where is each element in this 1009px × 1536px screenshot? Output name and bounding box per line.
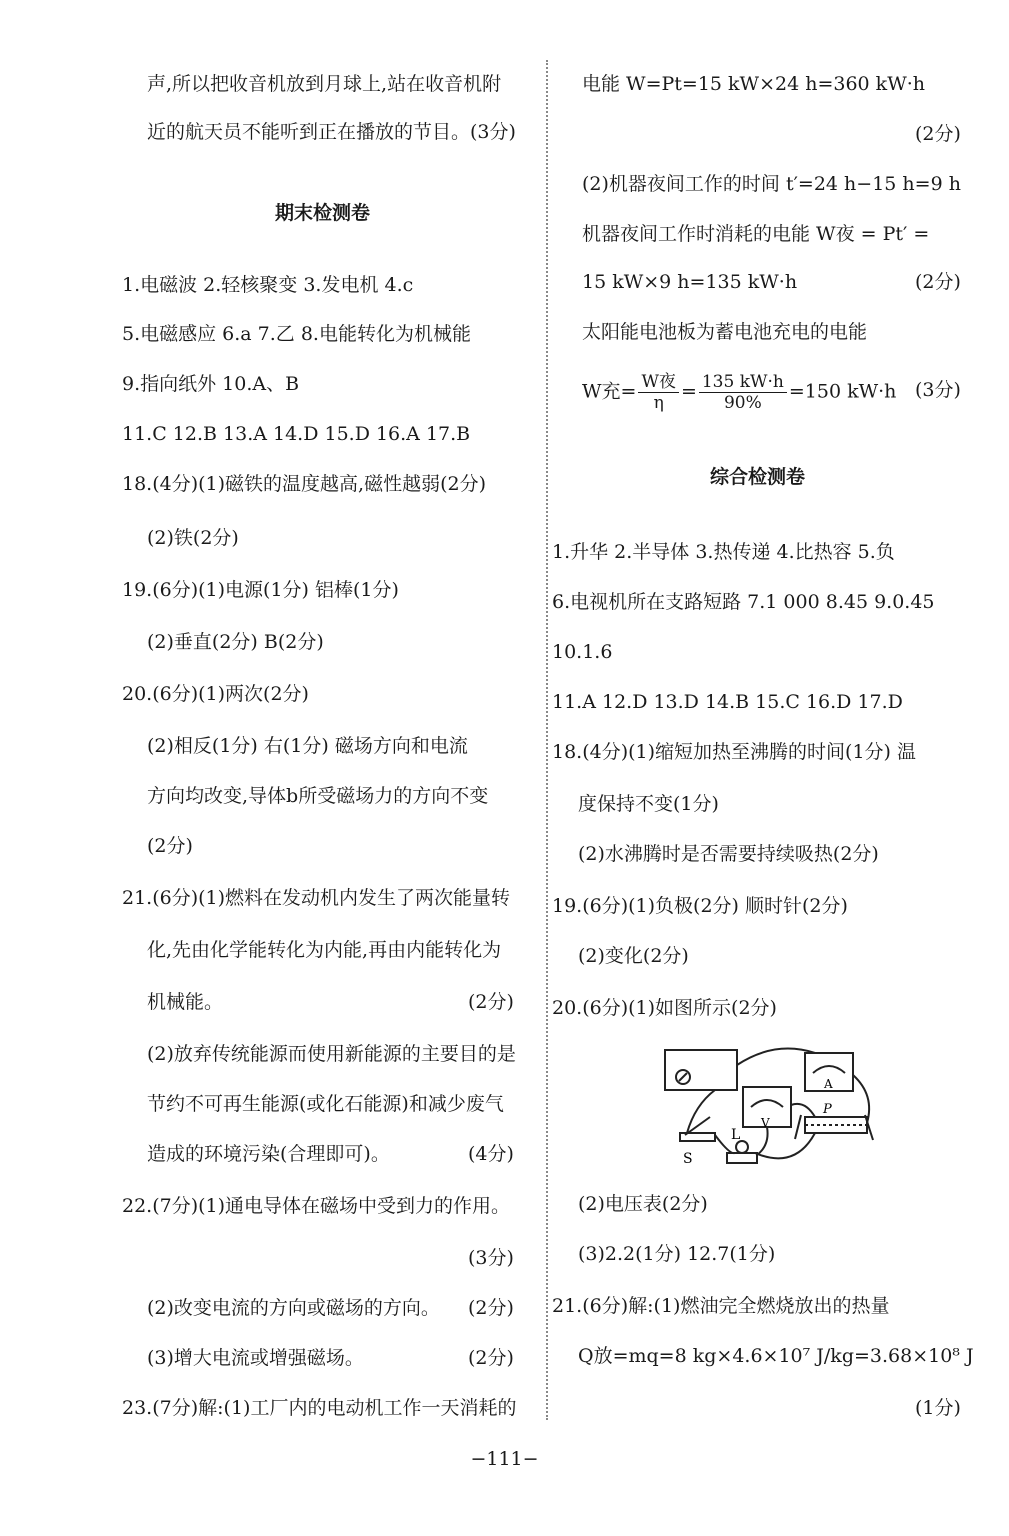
left-section-heading: 期末检测卷 bbox=[275, 202, 371, 224]
left-score-4: (2分) bbox=[468, 1347, 514, 1369]
left-line-3: 5.电磁感应 6.a 7.乙 8.电能转化为机械能 bbox=[122, 323, 471, 345]
left-score-0: (2分) bbox=[468, 991, 514, 1013]
left-score-2: (3分) bbox=[468, 1247, 514, 1269]
right-line-13: (2)变化(2分) bbox=[578, 945, 689, 967]
left-line-8: 19.(6分)(1)电源(1分) 铝棒(1分) bbox=[122, 579, 399, 601]
right-line-2: 机器夜间工作时消耗的电能 W夜 = Pt′ = bbox=[582, 223, 930, 245]
right-line-6: 6.电视机所在支路短路 7.1 000 8.45 9.0.45 bbox=[552, 591, 935, 613]
left-line-11: (2)相反(1分) 右(1分) 磁场方向和电流 bbox=[147, 735, 468, 757]
right-line-17: 21.(6分)解:(1)燃油完全燃烧放出的热量 bbox=[552, 1295, 890, 1317]
left-score-1: (4分) bbox=[468, 1143, 514, 1165]
right-line-0: 电能 W=Pt=15 kW×24 h=360 kW·h bbox=[582, 73, 926, 95]
right-score-3: (1分) bbox=[915, 1397, 961, 1419]
left-line-20: 22.(7分)(1)通电导体在磁场中受到力的作用。 bbox=[122, 1195, 511, 1217]
circuit-diagram bbox=[655, 1035, 880, 1175]
right-score-2: (3分) bbox=[915, 379, 961, 401]
ammeter-label: A bbox=[824, 1077, 833, 1091]
right-line-8: 11.A 12.D 13.D 14.B 15.C 16.D 17.D bbox=[552, 691, 903, 713]
left-line-12: 方向均改变,导体b所受磁场力的方向不变 bbox=[147, 785, 489, 807]
right-score-0: (2分) bbox=[915, 123, 961, 145]
lamp-base bbox=[727, 1153, 757, 1163]
left-line-16: 机械能。 bbox=[147, 991, 224, 1013]
right-section-heading: 综合检测卷 bbox=[710, 466, 806, 488]
left-line-18: 节约不可再生能源(或化石能源)和减少废气 bbox=[147, 1093, 504, 1115]
left-score-3: (2分) bbox=[468, 1297, 514, 1319]
power-supply-box bbox=[665, 1050, 737, 1090]
right-line-11: (2)水沸腾时是否需要持续吸热(2分) bbox=[578, 843, 879, 865]
right-line-9: 18.(4分)(1)缩短加热至沸腾的时间(1分) 温 bbox=[552, 741, 916, 763]
left-line-0: 声,所以把收音机放到月球上,站在收音机附 bbox=[147, 73, 502, 95]
right-line-1: (2)机器夜间工作的时间 t′=24 h−15 h=9 h bbox=[582, 173, 961, 195]
left-line-1: 近的航天员不能听到正在播放的节目。(3分) bbox=[147, 121, 516, 143]
left-line-17: (2)放弃传统能源而使用新能源的主要目的是 bbox=[147, 1043, 516, 1065]
fraction-2: $\frac{135 kW\cdot h}{90\%}$ bbox=[699, 372, 787, 413]
left-line-13: (2分) bbox=[147, 835, 193, 857]
right-line-4: 太阳能电池板为蓄电池充电的电能 bbox=[582, 321, 868, 343]
right-line-5: 1.升华 2.半导体 3.热传递 4.比热容 5.负 bbox=[552, 541, 895, 563]
left-line-19: 造成的环境污染(合理即可)。 bbox=[147, 1143, 390, 1165]
left-line-6: 18.(4分)(1)磁铁的温度越高,磁性越弱(2分) bbox=[122, 473, 486, 495]
right-line-12: 19.(6分)(1)负极(2分) 顺时针(2分) bbox=[552, 895, 848, 917]
left-line-5: 11.C 12.B 13.A 14.D 15.D 16.A 17.B bbox=[122, 423, 471, 445]
column-divider bbox=[546, 60, 548, 1420]
right-line-7: 10.1.6 bbox=[552, 641, 613, 663]
switch-label: S bbox=[683, 1151, 693, 1167]
left-line-23: 23.(7分)解:(1)工厂内的电动机工作一天消耗的 bbox=[122, 1397, 517, 1419]
left-line-7: (2)铁(2分) bbox=[147, 527, 239, 549]
watermark-logo bbox=[829, 1470, 1001, 1530]
page-number: −111− bbox=[470, 1448, 539, 1470]
efficiency-formula: W充= $\frac{\text{W夜}}{\eta}$ = $\frac{135 kW\cdot h}{90\%}$ =150 kW·h bbox=[582, 372, 897, 413]
slider-label: P bbox=[823, 1102, 832, 1117]
lamp-label: L bbox=[731, 1127, 741, 1143]
right-line-3: 15 kW×9 h=135 kW·h bbox=[582, 271, 798, 293]
left-line-4: 9.指向纸外 10.A、B bbox=[122, 373, 300, 395]
left-line-15: 化,先由化学能转化为内能,再由内能转化为 bbox=[147, 939, 502, 961]
right-line-10: 度保持不变(1分) bbox=[578, 793, 719, 815]
right-line-15: (2)电压表(2分) bbox=[578, 1193, 708, 1215]
left-line-21: (2)改变电流的方向或磁场的方向。 bbox=[147, 1297, 440, 1319]
left-line-2: 1.电磁波 2.轻核聚变 3.发电机 4.c bbox=[122, 274, 414, 296]
voltmeter-label: V bbox=[761, 1116, 770, 1130]
left-line-22: (3)增大电流或增强磁场。 bbox=[147, 1347, 364, 1369]
left-line-9: (2)垂直(2分) B(2分) bbox=[147, 631, 324, 653]
right-line-14: 20.(6分)(1)如图所示(2分) bbox=[552, 997, 777, 1019]
left-line-14: 21.(6分)(1)燃料在发动机内发生了两次能量转 bbox=[122, 887, 511, 909]
right-line-18: Q放=mq=8 kg×4.6×10⁷ J/kg=3.68×10⁸ J bbox=[578, 1345, 974, 1367]
fraction-1: $\frac{\text{W夜}}{\eta}$ bbox=[638, 372, 678, 413]
right-score-1: (2分) bbox=[915, 271, 961, 293]
left-line-10: 20.(6分)(1)两次(2分) bbox=[122, 683, 309, 705]
right-line-16: (3)2.2(1分) 12.7(1分) bbox=[578, 1243, 776, 1265]
